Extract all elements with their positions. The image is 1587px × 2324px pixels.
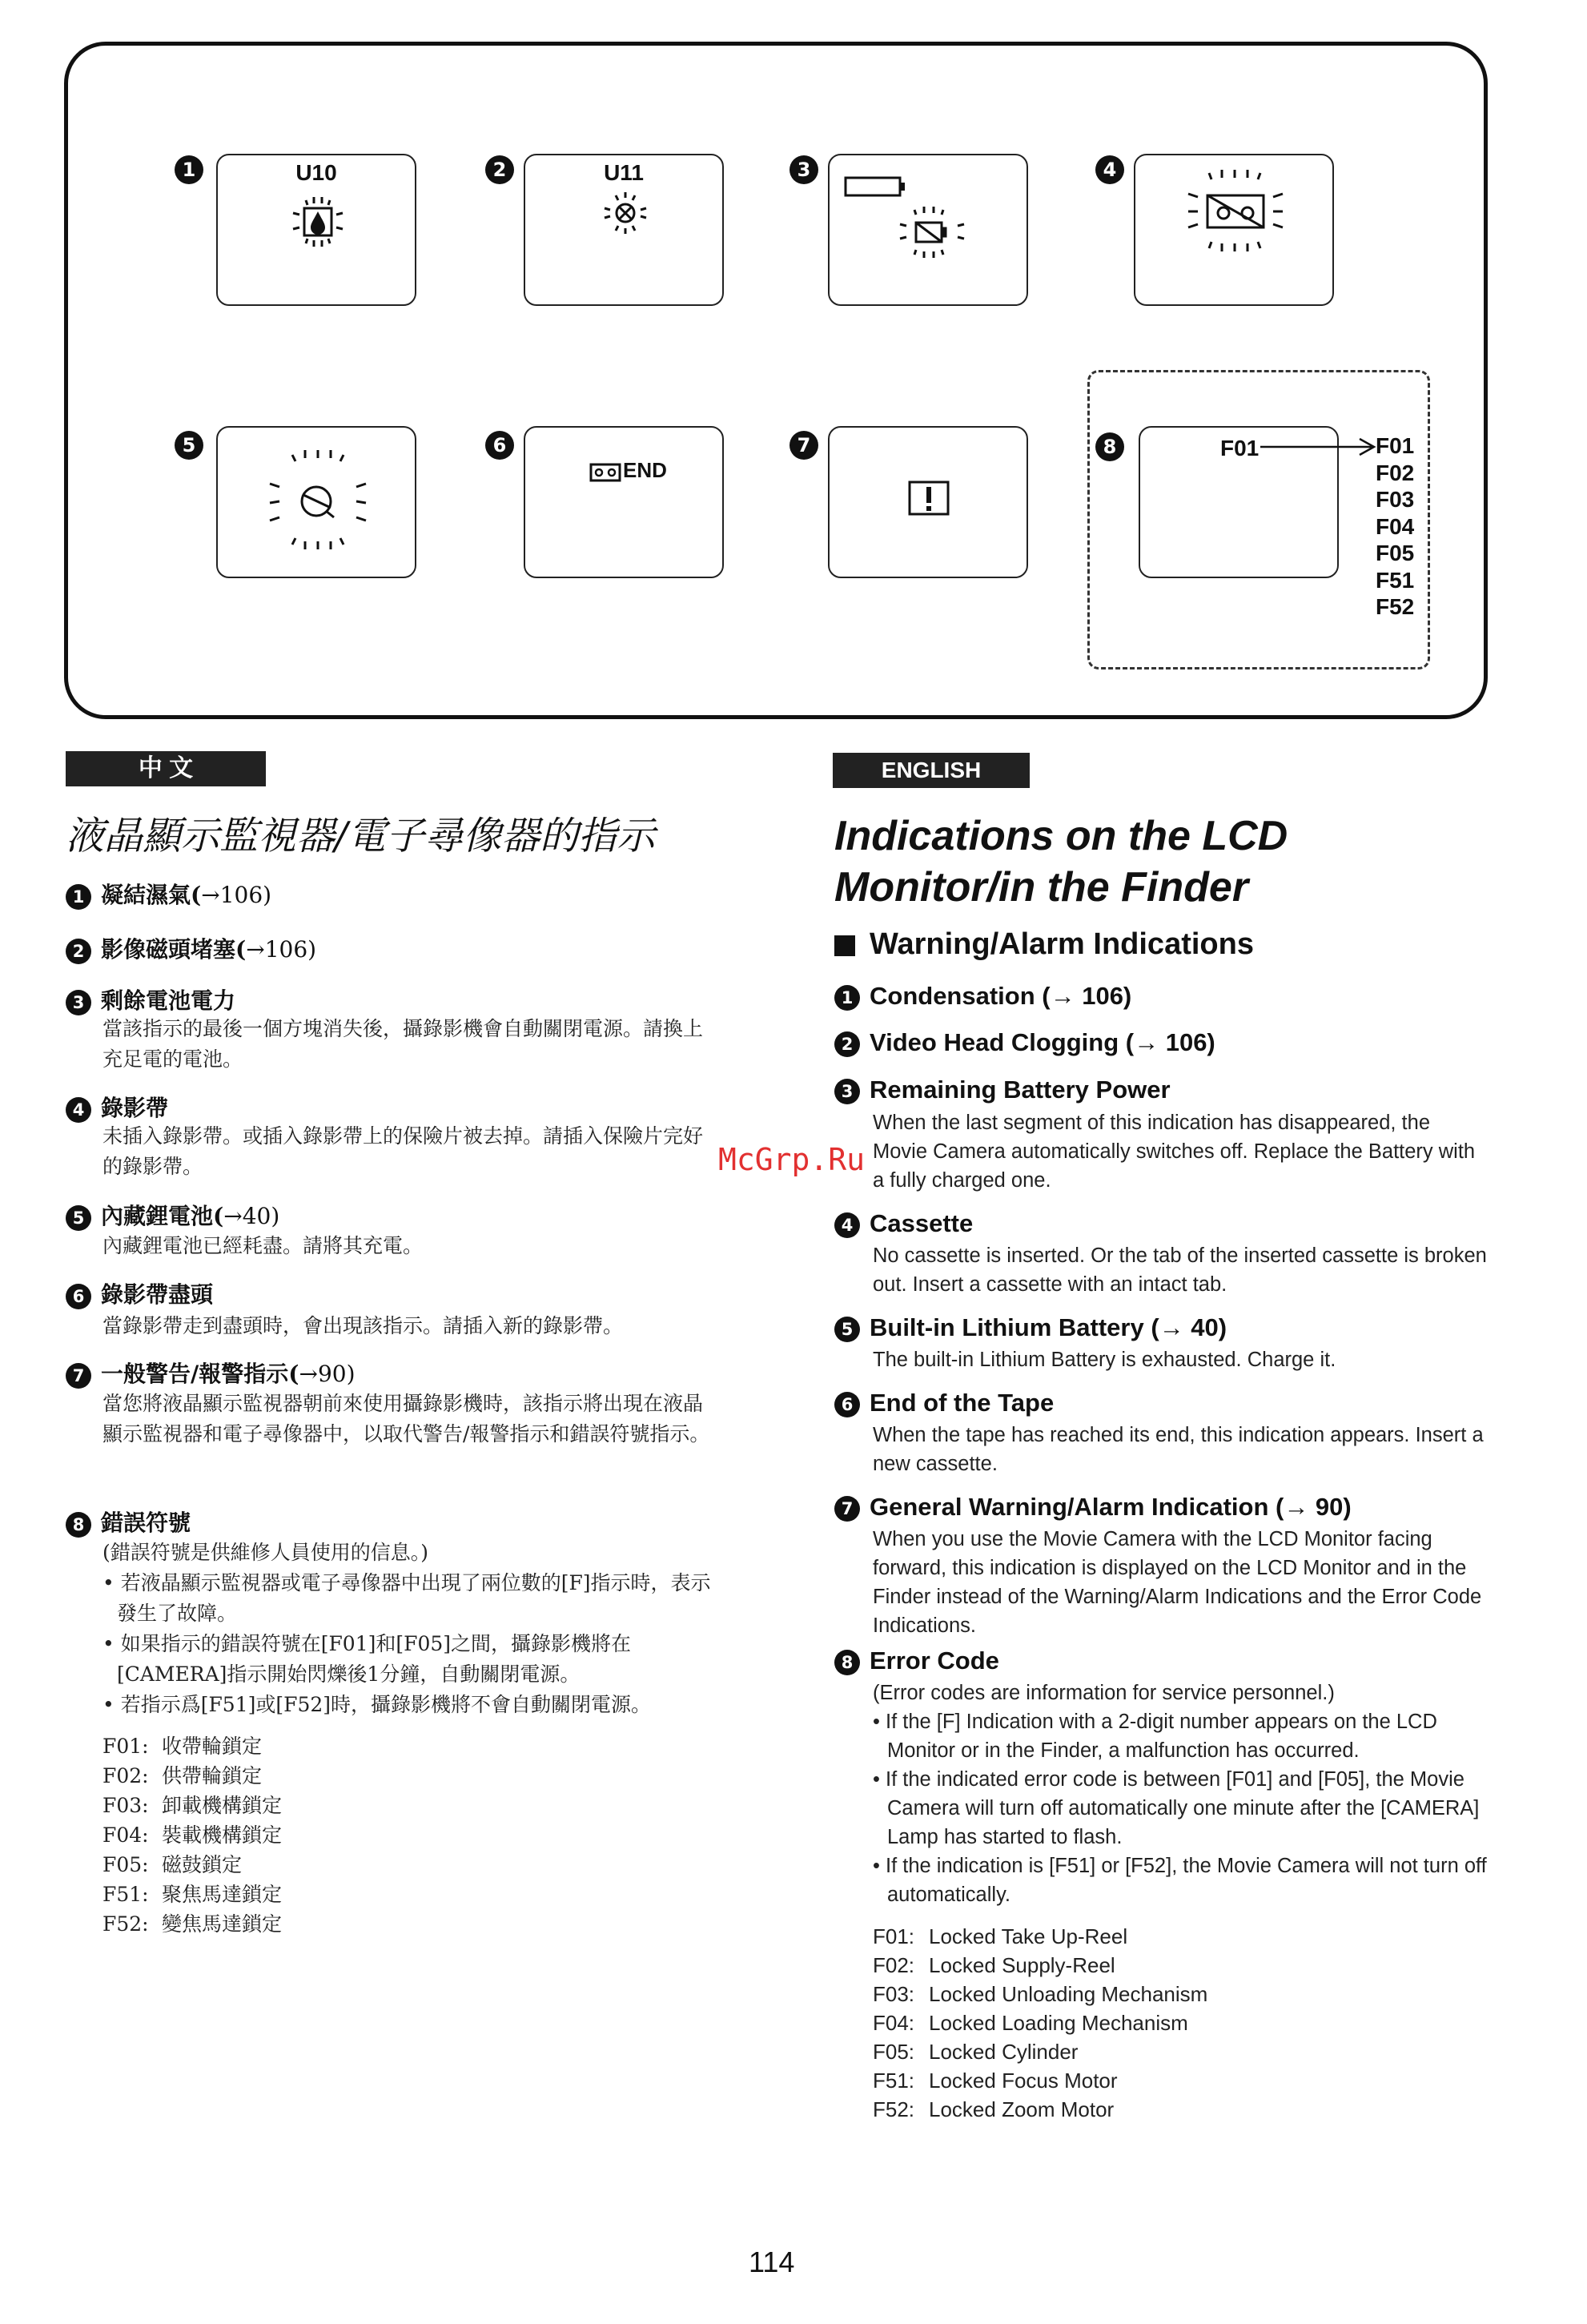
watermark: McGrp.Ru: [718, 1142, 866, 1177]
tape-end-icon: [589, 463, 621, 482]
error-code-row: F01: 收帶輪鎖定: [102, 1735, 263, 1758]
error-code-row: F04: 裝載機構鎖定: [102, 1823, 283, 1847]
item-number: 7: [66, 1363, 91, 1389]
item-ref: →106): [246, 936, 317, 963]
square-bullet-icon: [834, 935, 855, 956]
item-number: 2: [834, 1031, 860, 1057]
chinese-item-5: [66, 1199, 279, 1231]
error-code-list: [1376, 432, 1414, 621]
drop-icon: [290, 194, 346, 250]
english-item-3: [834, 1076, 1171, 1104]
cassette-flash-icon: [1177, 167, 1294, 255]
error-code-row: F52: Locked Zoom Motor: [873, 2097, 1115, 2121]
item-heading: Video Head Clogging (→ 106): [870, 1028, 1215, 1056]
item-body: 內藏鋰電池已經耗盡。請將其充電。: [102, 1234, 424, 1257]
item-heading: 內藏鋰電池(: [101, 1203, 224, 1229]
item-heading: 錄影帶: [101, 1095, 169, 1121]
screen-code: F01: [1220, 436, 1260, 460]
error-code-row: F51: 聚焦馬達鎖定: [102, 1883, 283, 1906]
lithium-battery-icon: [262, 444, 374, 564]
english-item-6: [834, 1389, 1054, 1417]
chinese-bullet: • 如果指示的錯誤符號在[F01]和[F05]之間，攝錄影機將在[CAMERA]指示開始閃爍後1分鐘，自動關閉電源。: [102, 1632, 632, 1686]
item-number: 6: [834, 1392, 860, 1417]
item-heading: Built-in Lithium Battery (→ 40): [870, 1313, 1227, 1341]
screen-lithium-battery: [216, 426, 416, 578]
error-code-item: F51: [1376, 567, 1415, 593]
english-bullet: • If the indicated error code is between [F01] and [F05], the Movie Camera will turn off automatically one minute after the [CAMERA] Lamp has started to flash.: [873, 1768, 1480, 1848]
error-code-arrow-icon: [1260, 437, 1380, 456]
english-bullet: • If the indication is [F51] or [F52], the Movie Camera will not turn off automatically.: [873, 1855, 1487, 1906]
item-body: 未插入錄影帶。或插入錄影帶上的保險片被去掉。請插入保險片完好的錄影帶。: [102, 1124, 704, 1178]
screen-number: 1: [175, 155, 203, 184]
error-code-item: F52: [1376, 594, 1415, 619]
english-item-1: [834, 982, 1131, 1011]
screen-number: 6: [485, 431, 514, 460]
item-number: 2: [66, 939, 91, 964]
chinese-bullet: • 若液晶顯示監視器或電子尋像器中出現了兩位數的[F]指示時，表示發生了故障。: [102, 1571, 711, 1625]
english-error-code-list: [873, 1922, 1489, 2124]
error-code-row: F04: Locked Loading Mechanism: [873, 2011, 1188, 2035]
screen-number: 5: [175, 431, 203, 460]
error-code-row: F05: Locked Cylinder: [873, 2040, 1079, 2064]
screen-cassette: [1134, 154, 1334, 306]
item-heading: 剩餘電池電力: [101, 987, 236, 1014]
english-subtitle: Warning/Alarm Indications: [834, 927, 1254, 962]
english-title-line: Indications on the LCD: [834, 813, 1288, 859]
item-body: (錯誤符號是供維修人員使用的信息。): [102, 1541, 429, 1564]
item-number: 1: [834, 985, 860, 1011]
screen-number: 3: [789, 155, 818, 184]
item-number: 6: [66, 1284, 91, 1309]
item-number: 4: [66, 1097, 91, 1123]
chinese-title: 液晶顯示監視器/電子尋像器的指示: [66, 814, 656, 858]
error-code-item: F05: [1376, 541, 1415, 565]
english-title: [834, 810, 1288, 913]
item-number: 8: [66, 1512, 91, 1538]
screen-code: U10: [295, 160, 337, 185]
error-code-row: F51: Locked Focus Motor: [873, 2069, 1118, 2093]
chinese-error-code-list: [102, 1731, 721, 1939]
item-body: When the last segment of this indication has disappeared, the Movie Camera automatically switches off. Replace the Battery with a fully charged one.: [873, 1112, 1476, 1192]
item-number: 1: [66, 884, 91, 910]
battery-flash-icon: [892, 203, 972, 261]
item-heading: 錯誤符號: [101, 1510, 191, 1536]
screen-head-clogging: [524, 154, 724, 306]
english-item-4: [834, 1209, 973, 1238]
item-number: 4: [834, 1212, 860, 1238]
page-number: 114: [749, 2246, 795, 2278]
item-number: 3: [66, 990, 91, 1015]
item-heading: 影像磁頭堵塞(: [101, 936, 247, 963]
error-code-row: F02: Locked Supply-Reel: [873, 1953, 1115, 1977]
english-item-5: [834, 1313, 1227, 1342]
item-heading: Remaining Battery Power: [870, 1076, 1171, 1104]
screen-condensation: [216, 154, 416, 306]
screen-battery: [828, 154, 1028, 306]
item-body: (Error codes are information for service personnel.): [873, 1682, 1335, 1704]
item-number: 7: [834, 1496, 860, 1522]
error-code-row: F03: 卸載機構鎖定: [102, 1794, 283, 1817]
item-number: 5: [834, 1317, 860, 1342]
item-ref: →90): [299, 1361, 356, 1387]
english-error-notes: [873, 1679, 1489, 2124]
item-number: 8: [834, 1650, 860, 1675]
screen-number: 8: [1095, 432, 1124, 461]
chinese-error-notes: [102, 1538, 721, 1939]
chinese-language-tag: 中 文: [66, 751, 266, 786]
error-code-row: F05: 磁鼓鎖定: [102, 1853, 243, 1876]
screen-number: 7: [789, 431, 818, 460]
english-item-7: [834, 1493, 1352, 1522]
error-code-row: F52: 變焦馬達鎖定: [102, 1912, 283, 1936]
error-code-row: F01: Locked Take Up-Reel: [873, 1924, 1128, 1948]
item-heading: Cassette: [870, 1209, 974, 1237]
error-code-item: F02: [1376, 460, 1415, 485]
screen-general-warning: [828, 426, 1028, 578]
battery-empty-icon: [844, 173, 908, 200]
item-heading: End of the Tape: [870, 1389, 1055, 1417]
chinese-item-3: [66, 983, 235, 1015]
warning-exclamation-icon: [908, 480, 950, 516]
item-body: The built-in Lithium Battery is exhausted. Charge it.: [873, 1349, 1336, 1371]
item-heading: General Warning/Alarm Indication (→ 90): [870, 1493, 1352, 1521]
chinese-item-2: [66, 932, 316, 964]
chinese-item-6: [66, 1277, 213, 1309]
error-code-row: F02: 供帶輪鎖定: [102, 1764, 263, 1787]
chinese-item-8: [66, 1506, 191, 1538]
item-body: 當該指示的最後一個方塊消失後，攝錄影機會自動關閉電源。請換上充足電的電池。: [102, 1017, 704, 1071]
english-language-tag: ENGLISH: [833, 753, 1030, 788]
item-body: No cassette is inserted. Or the tab of the inserted cassette is broken out. Insert a cassette with an intact tab.: [873, 1244, 1487, 1296]
item-body: When you use the Movie Camera with the LCD Monitor facing forward, this indication is displayed on the LCD Monitor and in the Finder instead of the Warning/Alarm Indications and the Error Code Indications.: [873, 1528, 1482, 1637]
item-heading: Condensation (→ 106): [870, 982, 1132, 1010]
item-number: 5: [66, 1205, 91, 1231]
chinese-item-4: [66, 1091, 168, 1123]
error-code-item: F01: [1376, 433, 1415, 458]
error-code-row: F03: Locked Unloading Mechanism: [873, 1982, 1208, 2006]
english-title-line: Monitor/in the Finder: [834, 864, 1249, 911]
head-clog-icon: [601, 189, 649, 237]
english-item-8: [834, 1647, 999, 1675]
english-bullet: • If the [F] Indication with a 2-digit number appears on the LCD Monitor or in the Finder, a malfunction has occurred.: [873, 1711, 1437, 1762]
screen-number: 4: [1095, 155, 1124, 184]
item-number: 3: [834, 1079, 860, 1104]
item-heading: 一般警告/報警指示(: [101, 1361, 299, 1387]
item-heading: Error Code: [870, 1647, 999, 1675]
item-body: When the tape has reached its end, this indication appears. Insert a new cassette.: [873, 1424, 1484, 1475]
screen-code: U11: [604, 160, 644, 185]
error-code-item: F03: [1376, 487, 1415, 512]
chinese-item-1: [66, 878, 271, 910]
item-body: 當您將液晶顯示監視器朝前來使用攝錄影機時，該指示將出現在液晶顯示監視器和電子尋像器中，以取代警告/報警指示和錯誤符號指示。: [102, 1392, 710, 1445]
item-ref: →40): [223, 1203, 280, 1229]
item-heading: 凝結濕氣(: [101, 882, 202, 908]
item-heading: 錄影帶盡頭: [101, 1281, 214, 1308]
screen-number: 2: [485, 155, 514, 184]
error-code-item: F04: [1376, 513, 1415, 539]
item-body: 當錄影帶走到盡頭時，會出現該指示。請插入新的錄影帶。: [102, 1314, 624, 1337]
item-ref: →106): [201, 882, 272, 908]
english-item-2: [834, 1028, 1215, 1057]
screen-code: END: [623, 458, 667, 482]
chinese-bullet: • 若指示爲[F51]或[F52]時，攝錄影機將不會自動關閉電源。: [102, 1693, 652, 1716]
chinese-item-7: [66, 1357, 356, 1389]
screen-end-of-tape: [524, 426, 724, 578]
